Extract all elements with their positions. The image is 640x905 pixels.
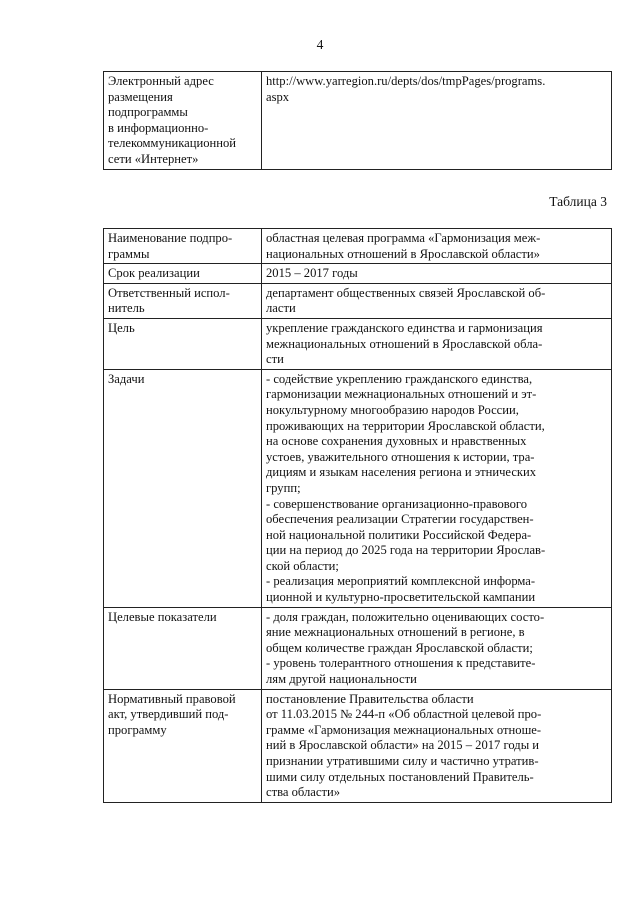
- value-line: нокультурному многообразию народов России,: [266, 402, 519, 417]
- row-label-cell: [104, 72, 262, 170]
- label-line: телекоммуникационной: [108, 136, 237, 151]
- row-value-cell: [262, 689, 612, 802]
- label-line: Срок реализации: [108, 266, 200, 281]
- value-line: ской области;: [266, 558, 339, 573]
- value-line: грамме «Гармонизация межнациональных отноше-: [266, 722, 542, 737]
- row-value-cell: [262, 318, 612, 369]
- value-line: обеспечения реализации Стратегии государствен-: [266, 512, 534, 527]
- value-line: на основе сохранения духовных и нравственных: [266, 434, 527, 449]
- value-line: областная целевая программа «Гармонизация меж-: [266, 231, 541, 245]
- value-line: ной национальной политики Российской Федера-: [266, 527, 532, 542]
- table-row: [104, 229, 612, 264]
- row-label-cell: [104, 689, 262, 802]
- table-row: [104, 283, 612, 318]
- row-value-cell: [262, 229, 612, 264]
- label-line: программу: [108, 722, 167, 737]
- table-row: [104, 264, 612, 284]
- row-value-cell: [262, 72, 612, 170]
- value-line: департамент общественных связей Ярославской об-: [266, 285, 546, 300]
- value-line: - содействие укреплению гражданского единства,: [266, 371, 533, 386]
- url-line: aspx: [266, 89, 290, 104]
- table-row: [104, 607, 612, 689]
- table-row: [104, 689, 612, 802]
- label-line: акт, утвердивший под-: [108, 707, 229, 722]
- value-line: национальных отношений в Ярославской области»: [266, 246, 540, 261]
- url-line: http://www.yarregion.ru/depts/dos/tmpPages/programs.: [266, 74, 546, 88]
- row-label-cell: [104, 369, 262, 607]
- value-line: проживающих на территории Ярославской области,: [266, 418, 545, 433]
- table-row: [104, 318, 612, 369]
- value-line: 2015 – 2017 годы: [266, 266, 358, 281]
- value-line: признании утратившими силу и частично утратив-: [266, 754, 539, 768]
- value-line: лям другой национальности: [266, 672, 417, 687]
- value-line: дициям и языкам населения региона и этнических: [266, 465, 537, 480]
- value-line: - уровень толерантного отношения к представите-: [266, 656, 536, 671]
- label-line: в информационно-: [108, 120, 209, 135]
- value-line: устоев, уважительного отношения к истории, тра-: [266, 449, 535, 464]
- value-line: ласти: [266, 301, 296, 316]
- internet-address-table: [103, 71, 612, 170]
- value-line: общем количестве граждан Ярославской области;: [266, 640, 533, 655]
- row-label-cell: [104, 283, 262, 318]
- value-line: от 11.03.2015 № 244-п «Об областной целевой про-: [266, 707, 542, 722]
- row-label-cell: [104, 318, 262, 369]
- value-line: гармонизации межнациональных отношений и эт-: [266, 387, 537, 402]
- row-value-cell: [262, 607, 612, 689]
- value-line: - реализация мероприятий комплексной информа-: [266, 574, 536, 589]
- label-line: подпрограммы: [108, 105, 188, 120]
- value-line: межнациональных отношений в Ярославской обла-: [266, 336, 543, 351]
- label-line: Цель: [108, 320, 135, 335]
- label-line: размещения: [108, 89, 173, 104]
- value-line: - совершенствование организационно-правового: [266, 496, 528, 511]
- row-label-cell: [104, 264, 262, 284]
- label-line: Задачи: [108, 371, 145, 386]
- row-label-cell: [104, 607, 262, 689]
- value-line: постановление Правительства области: [266, 691, 474, 706]
- value-line: групп;: [266, 480, 301, 495]
- row-value-cell: [262, 369, 612, 607]
- row-value-cell: [262, 283, 612, 318]
- value-line: ний в Ярославской области» на 2015 – 2017 годы и: [266, 738, 540, 753]
- label-line: Нормативный правовой: [108, 691, 236, 706]
- row-label-cell: [104, 229, 262, 264]
- value-line: ционной и культурно-просветительской кампании: [266, 590, 536, 605]
- page-number: 4: [316, 37, 324, 52]
- value-line: укрепление гражданского единства и гармонизация: [266, 320, 543, 335]
- label-line: нитель: [108, 301, 145, 316]
- row-value-cell: [262, 264, 612, 284]
- table-row: [104, 369, 612, 607]
- label-line: сети «Интернет»: [108, 151, 199, 166]
- value-line: яние межнациональных отношений в регионе, в: [266, 625, 525, 640]
- value-line: сти: [266, 352, 284, 367]
- program-passport-table: [103, 228, 612, 803]
- label-line: Электронный адрес: [108, 74, 214, 88]
- label-line: Ответственный испол-: [108, 285, 230, 300]
- table-caption: Таблица 3: [549, 194, 607, 209]
- value-line: ства области»: [266, 785, 341, 800]
- value-line: ции на период до 2025 года на территории Ярослав-: [266, 543, 546, 558]
- label-line: граммы: [108, 246, 150, 261]
- value-line: шими силу отдельных постановлений Правитель-: [266, 769, 534, 784]
- label-line: Целевые показатели: [108, 609, 217, 624]
- table-row: [104, 72, 612, 170]
- value-line: - доля граждан, положительно оценивающих состо-: [266, 609, 545, 624]
- label-line: Наименование подпро-: [108, 231, 233, 245]
